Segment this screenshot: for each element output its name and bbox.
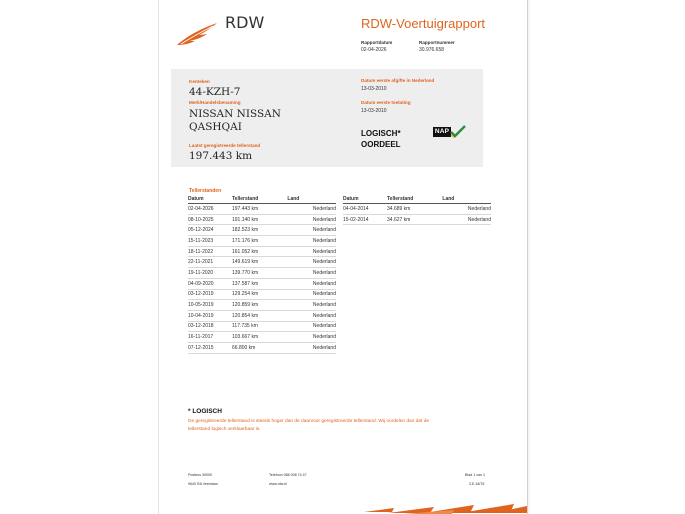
kenteken-value: 44-KZH-7 (189, 86, 241, 98)
eerste-afgifte-label: Datum eerste afgifte in Nederland (361, 78, 435, 83)
table-row (188, 214, 336, 225)
logo-text: RDW (225, 13, 265, 32)
note-text-line2: tellerstand logisch verklaarbaar is. (188, 427, 261, 432)
table-row (188, 236, 336, 247)
table-row (188, 268, 336, 279)
cell-land: Nederland (287, 257, 336, 268)
nap-badge (433, 127, 465, 138)
rapportnummer-value: 30.976.658 (419, 47, 445, 53)
cell-land: Nederland (287, 289, 336, 300)
table-row (188, 225, 336, 236)
report-page (158, 0, 528, 514)
nap-badge-text: NAP (434, 128, 450, 135)
cell-tellerstand: 139.770 km (232, 268, 287, 279)
table-row (188, 300, 336, 311)
table-header-row (188, 195, 336, 204)
merk-line1: NISSAN NISSAN (189, 108, 281, 120)
checkmark-icon (450, 125, 466, 138)
table-row (343, 214, 491, 225)
cell-tellerstand: 182.523 km (232, 225, 287, 236)
cell-land: Nederland (287, 204, 336, 215)
cell-land: Nederland (287, 332, 336, 343)
table-row (188, 204, 336, 215)
cell-tellerstand: 66.800 km (232, 342, 287, 353)
cell-land: Nederland (442, 214, 491, 225)
cell-tellerstand: 120.859 km (232, 300, 287, 311)
cell-land: Nederland (287, 268, 336, 279)
document-title: RDW-Voertuigrapport (361, 16, 486, 31)
header-datum: Datum (188, 195, 232, 204)
tellerstand-value: 197.443 km (189, 150, 253, 162)
table-row (188, 342, 336, 353)
cell-datum: 15-02-2014 (343, 214, 387, 225)
footer-adres: 9640 RA Veendam (188, 482, 218, 486)
cell-land: Nederland (287, 342, 336, 353)
cell-datum: 08-10-2025 (188, 214, 232, 225)
cell-tellerstand: 103.667 km (232, 332, 287, 343)
cell-tellerstand: 137.587 km (232, 278, 287, 289)
tellerstand-label: Laatst geregistreerde tellerstand (189, 143, 261, 148)
footer-code: 3.E.18/78 (469, 482, 485, 486)
cell-datum: 10-05-2019 (188, 300, 232, 311)
cell-datum: 04-09-2020 (188, 278, 232, 289)
cell-datum: 07-12-2015 (188, 342, 232, 353)
cell-land: Nederland (287, 236, 336, 247)
note-text-line1: De geregistreerde tellerstand is steeds hoger dan de daarvoor geregistreerde tellerstand. Wij oordelen dan dat de (188, 419, 430, 424)
header-tellerstand: Tellerstand (232, 195, 287, 204)
cell-tellerstand: 197.443 km (232, 204, 287, 215)
cell-tellerstand: 34.627 km (387, 214, 442, 225)
cell-datum: 15-11-2023 (188, 236, 232, 247)
rapportdatum-label: Rapportdatum (361, 40, 393, 45)
table-row (188, 332, 336, 343)
cell-land: Nederland (287, 300, 336, 311)
footer-telefoon: Telefoon 088 008 74 47 (269, 473, 307, 477)
cell-datum: 03-12-2019 (188, 289, 232, 300)
eerste-toelating-label: Datum eerste toelating (361, 100, 411, 105)
table-header-row (343, 195, 491, 204)
rdw-logo-icon (175, 20, 219, 46)
cell-tellerstand: 34.689 km (387, 204, 442, 215)
cell-tellerstand: 171.176 km (232, 236, 287, 247)
kenteken-label: Kenteken (189, 79, 210, 84)
oordeel-line1: LOGISCH* (361, 129, 401, 138)
table-row (343, 204, 491, 215)
cell-datum: 10-04-2019 (188, 310, 232, 321)
header-datum: Datum (343, 195, 387, 204)
note-title: * LOGISCH (188, 408, 222, 415)
table-row (188, 257, 336, 268)
cell-tellerstand: 120.854 km (232, 310, 287, 321)
cell-tellerstand: 149.619 km (232, 257, 287, 268)
table-row (188, 278, 336, 289)
header-land: Land (287, 195, 336, 204)
cell-land: Nederland (287, 225, 336, 236)
cell-datum: 22-11-2021 (188, 257, 232, 268)
tellerstanden-table-left (188, 195, 336, 354)
cell-datum: 02-04-2026 (188, 204, 232, 215)
cell-tellerstand: 117.735 km (232, 321, 287, 332)
merk-line2: QASHQAI (189, 121, 242, 133)
table-row (188, 246, 336, 257)
tellerstanden-title: Tellerstanden (189, 188, 222, 194)
table-row (188, 310, 336, 321)
cell-land: Nederland (442, 204, 491, 215)
cell-tellerstand: 191.140 km (232, 214, 287, 225)
cell-land: Nederland (287, 214, 336, 225)
merk-label: Merk/Handelsbenaming (189, 100, 241, 105)
cell-datum: 04-04-2014 (343, 204, 387, 215)
cell-land: Nederland (287, 278, 336, 289)
cell-tellerstand: 129.254 km (232, 289, 287, 300)
decorative-stripes-icon (364, 503, 527, 514)
table-row (188, 289, 336, 300)
rapportnummer-label: Rapportnummer (419, 40, 455, 45)
eerste-toelating-value: 13-03-2010 (361, 108, 387, 114)
cell-datum: 16-11-2017 (188, 332, 232, 343)
cell-datum: 19-11-2020 (188, 268, 232, 279)
cell-tellerstand: 161.052 km (232, 246, 287, 257)
cell-datum: 18-11-2022 (188, 246, 232, 257)
header-land: Land (442, 195, 491, 204)
cell-datum: 03-12-2018 (188, 321, 232, 332)
cell-land: Nederland (287, 321, 336, 332)
eerste-afgifte-value: 13-03-2010 (361, 86, 387, 92)
footer-postbus: Postbus 30000 (188, 473, 212, 477)
cell-land: Nederland (287, 246, 336, 257)
cell-land: Nederland (287, 310, 336, 321)
rapportdatum-value: 02-04-2026 (361, 47, 387, 53)
tellerstanden-table-right (343, 195, 491, 225)
table-row (188, 321, 336, 332)
footer-blad: Blad 1 van 1 (465, 473, 485, 477)
cell-datum: 05-12-2024 (188, 225, 232, 236)
oordeel-line2: OORDEEL (361, 140, 401, 149)
header-tellerstand: Tellerstand (387, 195, 442, 204)
footer-website[interactable]: www.rdw.nl (269, 482, 287, 486)
